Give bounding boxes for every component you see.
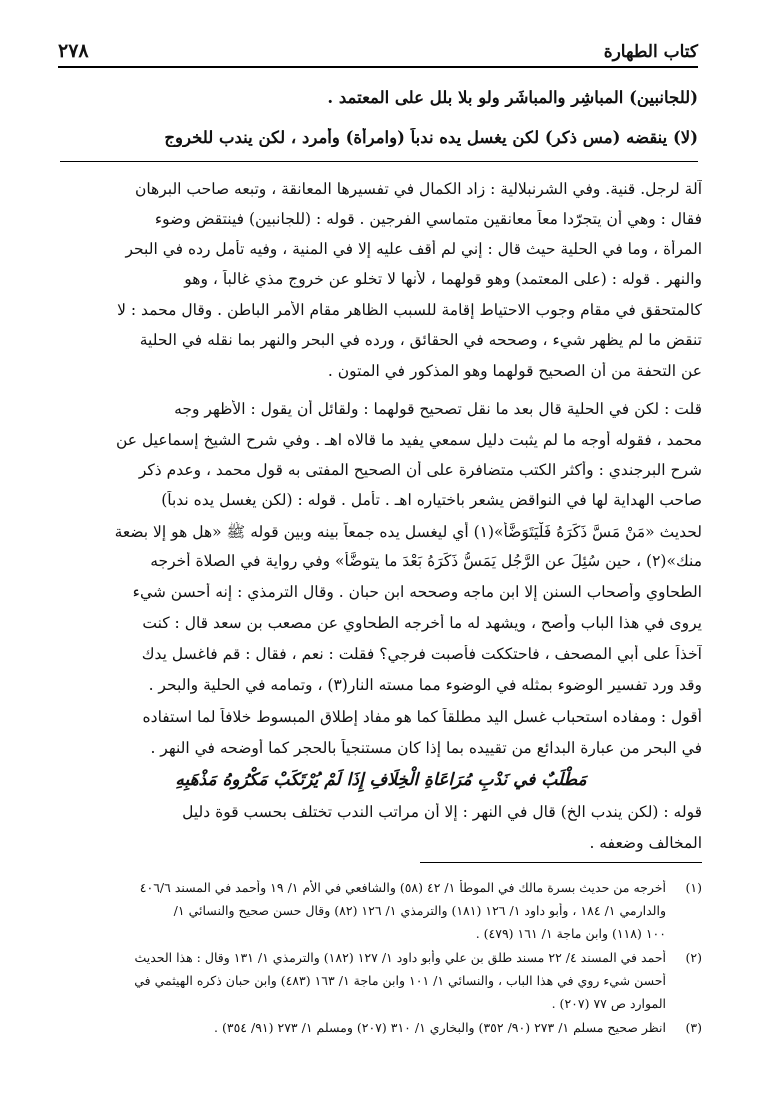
footnote-marker: (١) bbox=[685, 880, 702, 895]
footnote-marker: (٢) bbox=[685, 950, 702, 965]
commentary-line: تنقض ما لم يظهر شيء ، وصححه في الحقائق ، ورده في البحر والنهر بما نقله في الحلية bbox=[139, 331, 702, 349]
commentary-line: وقد ورد تفسير الوضوء بمثله في الوضوء مما مسته النار(٣) ، وتمامه في الحلية والبحر . bbox=[148, 676, 702, 694]
commentary-line: شرح البرجندي : وأكثر الكتب متضافرة على أن الصحيح المفتى به قول محمد ، وعدم ذكر bbox=[138, 461, 702, 479]
commentary-line: يروى في هذا الباب وأصح ، ويشهد له ما أخرجه الطحاوي عن مصعب بن سعد قال : كنت bbox=[142, 614, 702, 632]
page-header bbox=[58, 38, 698, 68]
footnote-marker: (٣) bbox=[685, 1020, 702, 1035]
commentary-line: قلت : لكن في الحلية قال بعد ما نقل تصحيح قولهما : ولقائل أن يقول : الأظهر وجه bbox=[174, 400, 702, 418]
footnote-text: انظر صحيح مسلم ١/ ٢٧٣ (٩٠/ ٣٥٢) والبخاري ١/ ٣١٠ (٢٠٧) ومسلم ١/ ٢٧٣ (٩١/ ٣٥٤) . bbox=[214, 1020, 666, 1035]
commentary-line: كالمتحقق في مقام وجوب الاحتياط إقامة للسبب الظاهر مقام الأمر الباطن . وقال محمد : لا bbox=[117, 301, 702, 319]
commentary-line: محمد ، فقوله أوجه ما لم يثبت دليل سمعي يفيد ما قالاه اهـ . وفي شرح الشيخ إسماعيل عن bbox=[115, 431, 702, 449]
footnote-text: الموارد ص ٧٧ (٢٠٧) . bbox=[551, 996, 666, 1011]
commentary-line: منك»(٢) ، حين سُئِلَ عن الرَّجُلِ يَمَسُّ ذَكَرَهُ بَعْدَ ما يتوضَّأ» وفي رواية في الصلاة أخرجه bbox=[150, 552, 702, 570]
footnote-line bbox=[60, 880, 702, 895]
commentary-line: آخذاً على أبي المصحف ، فاحتككت فأصبت فرجي؟ فقلت : نعم ، فقال : قم فاغسل يدك bbox=[141, 645, 702, 663]
section-heading: مَطْلَبٌ في نَدْبِ مُرَاعَاةِ الْخِلَافِ إِذَا لَمْ يُرْتَكَبْ مَكْرُوهُ مَذْهَبِهِ bbox=[175, 770, 587, 790]
commentary-line: فقال : وهي أن يتجرّدا معاً معانقين متماسي الفرجين . قوله : (للجانبين) فينتقض وضوء bbox=[154, 210, 702, 228]
page-number: ٢٧٨ bbox=[58, 40, 89, 62]
footnote-line bbox=[60, 926, 702, 941]
commentary-line: في البحر من عبارة البدائع من تقييده بما إذا كان مستنجياً بالحجر كما أوضحه في النهر . bbox=[150, 739, 702, 757]
book-title: كتاب الطهارة bbox=[603, 42, 698, 62]
commentary-line: المرأة ، وما في الحلية حيث قال : إني لم أقف عليه إلا في المنية ، وفيه تأمل رده في البحر bbox=[125, 240, 702, 258]
matn-line: (لا) ينقضه (مس ذكر) لكن يغسل يده ندباً (وامرأة) وأمرد ، لكن يندب للخروج bbox=[164, 128, 698, 147]
footnote-line bbox=[60, 973, 702, 988]
footnote-text: أحمد في المسند ٤/ ٢٢ مسند طلق بن علي وأبو داود ١/ ١٢٧ (١٨٢) والترمذي ١/ ١٣١ وقال : هذا الحديث bbox=[134, 950, 666, 965]
commentary-line: صاحب الهداية لها في النواقض يشعر باختياره اهـ . تأمل . قوله : (لكن يغسل يده ندباً) bbox=[161, 491, 702, 509]
footnote-text: والدارمي ١/ ١٨٤ ، وأبو داود ١/ ١٢٦ (١٨١) والترمذي ١/ ١٢٦ (٨٢) وقال حسن صحيح والنسائي ١/ bbox=[173, 903, 666, 918]
footnote-text: ١٠٠ (١١٨) وابن ماجة ١/ ١٦١ (٤٧٩) . bbox=[475, 926, 666, 941]
commentary-line: قوله : (لكن يندب الخ) قال في النهر : إلا أن مراتب الندب تختلف بحسب قوة دليل bbox=[182, 803, 702, 821]
commentary-line: أقول : ومفاده استحباب غسل اليد مطلقاً كما هو مفاد إطلاق المبسوط خلافاً لما استفاده bbox=[142, 708, 702, 726]
commentary-line: الطحاوي وأصحاب السنن إلا ابن ماجه وصححه ابن حبان . وقال الترمذي : إنه أحسن شيء bbox=[132, 583, 702, 601]
footnote-text: أحسن شيء روي في هذا الباب ، والنسائي ١/ ١٠١ وابن ماجة ١/ ١٦٣ (٤٨٣) وابن حبان ذكره الهيثمي في bbox=[134, 973, 666, 988]
commentary-line: لحديث «مَنْ مَسَّ ذَكَرَهُ فَلْيَتَوَضَّأْ»(١) أي ليغسل يده جمعاً بينه وبين قوله ﷺ «هل هو إلا بضعة bbox=[114, 523, 702, 541]
commentary-line: عن التحفة من أن الصحيح قولهما وهو المذكور في المتون . bbox=[327, 362, 702, 380]
matn-line: (للجانبين) المباشِر والمباشَر ولو بلا بلل على المعتمد . bbox=[327, 88, 698, 107]
footnote-line bbox=[60, 1020, 702, 1035]
footnote-text: أخرجه من حديث بسرة مالك في الموطأ ١/ ٤٢ (٥٨) والشافعي في الأم ١/ ١٩ وأحمد في المسند ٤٠٦/٦ bbox=[139, 880, 666, 895]
footnote-line bbox=[60, 996, 702, 1011]
commentary-line: آلة لرجل. قنية. وفي الشرنبلالية : زاد الكمال في تفسيرها المعانقة ، وتبعه صاحب البرهان bbox=[134, 180, 702, 198]
footnote-divider bbox=[420, 862, 702, 863]
footnote-line bbox=[60, 950, 702, 965]
commentary-line: والنهر . قوله : (على المعتمد) وهو قولهما ، لأنها لا تخلو عن خروج مذي غالباً ، وهو bbox=[184, 270, 702, 288]
footnote-line bbox=[60, 903, 702, 918]
commentary-line: المخالف وضعفه . bbox=[589, 834, 702, 852]
matn-divider bbox=[60, 161, 698, 162]
